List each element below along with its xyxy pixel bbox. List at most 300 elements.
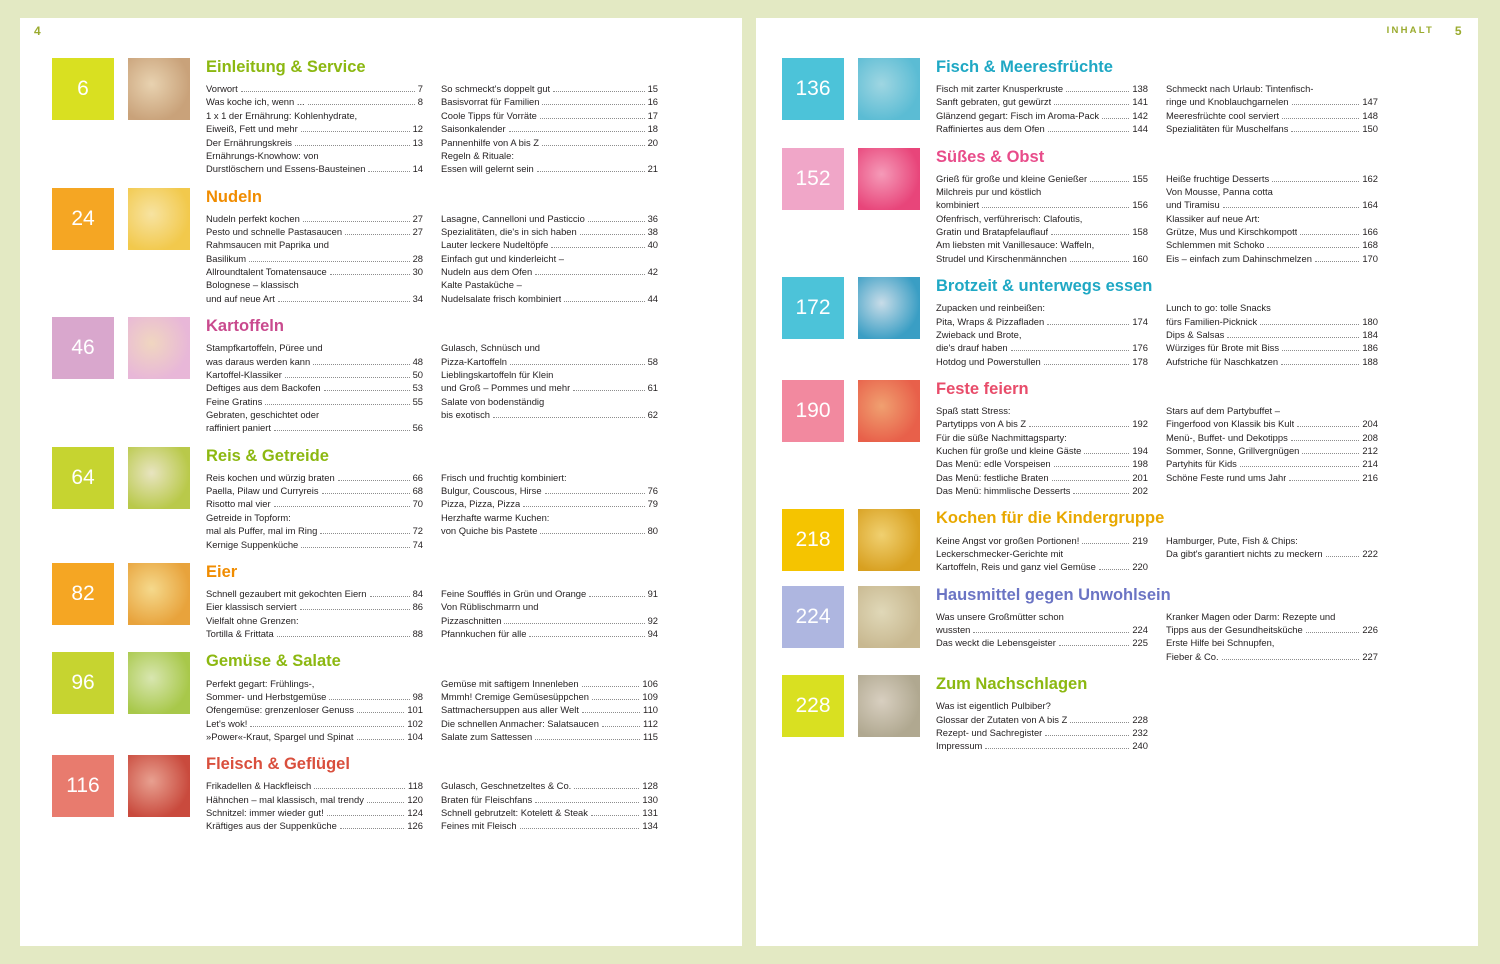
toc-entry-label: Sattmachersuppen aus aller Welt bbox=[441, 704, 579, 716]
toc-entry[interactable] bbox=[206, 717, 423, 730]
toc-entry[interactable] bbox=[206, 421, 423, 434]
toc-entry-page: 120 bbox=[407, 793, 423, 805]
toc-leader-dots bbox=[274, 430, 410, 431]
toc-entry[interactable] bbox=[1166, 404, 1378, 417]
toc-entry[interactable] bbox=[206, 122, 423, 135]
toc-entry[interactable] bbox=[936, 185, 1148, 198]
toc-entry-label: Klassiker auf neue Art: bbox=[1166, 212, 1260, 224]
toc-entry[interactable] bbox=[1166, 109, 1378, 122]
toc-entry-page: 204 bbox=[1362, 418, 1378, 430]
toc-entry-label: Pfannkuchen für alle bbox=[441, 628, 527, 640]
toc-entry[interactable] bbox=[206, 511, 423, 524]
toc-entry[interactable] bbox=[441, 95, 658, 108]
toc-entry[interactable] bbox=[1166, 457, 1378, 470]
toc-entry[interactable] bbox=[206, 136, 423, 149]
toc-entry-page: 62 bbox=[647, 408, 658, 420]
toc-entry[interactable] bbox=[936, 328, 1148, 341]
toc-entry-page: 168 bbox=[1362, 239, 1378, 251]
toc-entry-label: Nudeln perfekt kochen bbox=[206, 212, 300, 224]
toc-entry-label: Saisonkalender bbox=[441, 123, 506, 135]
toc-entry[interactable] bbox=[441, 292, 658, 305]
toc-entry[interactable] bbox=[441, 109, 658, 122]
section-page-number-box[interactable]: 6 bbox=[52, 58, 114, 120]
section-columns bbox=[936, 534, 1450, 574]
toc-entry-page: 208 bbox=[1362, 431, 1378, 443]
toc-entry[interactable] bbox=[936, 534, 1148, 547]
toc-leader-dots bbox=[1051, 234, 1129, 235]
toc-entry[interactable] bbox=[1166, 547, 1378, 560]
toc-entry[interactable] bbox=[441, 524, 658, 537]
section-page-number-box[interactable]: 152 bbox=[782, 148, 844, 210]
toc-entry-label: Vorwort bbox=[206, 83, 238, 95]
toc-entry[interactable] bbox=[1166, 315, 1378, 328]
toc-leader-dots bbox=[985, 748, 1129, 749]
toc-entry[interactable] bbox=[206, 341, 423, 354]
section-title: Nudeln bbox=[206, 187, 262, 206]
toc-entry-label: Vielfalt ohne Grenzen: bbox=[206, 614, 299, 626]
toc-entry[interactable] bbox=[1166, 122, 1378, 135]
toc-entry[interactable] bbox=[936, 417, 1148, 430]
section-title: Süßes & Obst bbox=[936, 147, 1045, 166]
toc-section[interactable] bbox=[782, 148, 1450, 266]
toc-entry[interactable] bbox=[441, 600, 658, 613]
toc-entry-label: Stampfkartoffeln, Püree und bbox=[206, 342, 323, 354]
toc-entry[interactable] bbox=[936, 636, 1148, 649]
toc-column-1 bbox=[206, 341, 423, 434]
toc-entry-label: Gebraten, geschichtet oder bbox=[206, 408, 320, 420]
toc-entry[interactable] bbox=[206, 819, 423, 832]
toc-entry[interactable] bbox=[936, 560, 1148, 573]
toc-entry-label: Fisch mit zarter Knusperkruste bbox=[936, 83, 1064, 95]
section-body bbox=[936, 380, 1450, 498]
section-page-number-box[interactable]: 218 bbox=[782, 509, 844, 571]
toc-leader-dots bbox=[1054, 104, 1129, 105]
toc-entry[interactable] bbox=[936, 699, 1148, 712]
toc-entry[interactable] bbox=[1166, 82, 1378, 95]
section-title: Kartoffeln bbox=[206, 317, 284, 336]
toc-leader-dots bbox=[303, 221, 410, 222]
toc-leader-dots bbox=[509, 131, 645, 132]
toc-entry[interactable] bbox=[936, 109, 1148, 122]
toc-section[interactable] bbox=[52, 563, 720, 641]
section-title: Reis & Getreide bbox=[206, 446, 329, 465]
toc-entry[interactable] bbox=[1166, 198, 1378, 211]
toc-entry[interactable] bbox=[206, 278, 423, 291]
toc-entry[interactable] bbox=[206, 355, 423, 368]
toc-entry[interactable] bbox=[441, 497, 658, 510]
toc-entry[interactable] bbox=[206, 806, 423, 819]
toc-entry-page: 228 bbox=[1132, 713, 1148, 725]
toc-entry[interactable] bbox=[441, 677, 658, 690]
section-page-number-box[interactable]: 116 bbox=[52, 755, 114, 817]
toc-leader-dots bbox=[330, 274, 410, 275]
toc-entry[interactable] bbox=[441, 703, 658, 716]
toc-entry[interactable] bbox=[936, 238, 1148, 251]
toc-entry[interactable] bbox=[1166, 252, 1378, 265]
toc-leader-dots bbox=[580, 234, 645, 235]
toc-section[interactable] bbox=[52, 317, 720, 435]
toc-section[interactable] bbox=[52, 755, 720, 833]
toc-entry-page: 70 bbox=[412, 498, 423, 510]
toc-section[interactable] bbox=[52, 188, 720, 306]
toc-column-2 bbox=[1166, 699, 1378, 752]
toc-entry[interactable] bbox=[936, 341, 1148, 354]
toc-entry[interactable] bbox=[441, 730, 658, 743]
section-page-number-box[interactable]: 172 bbox=[782, 277, 844, 339]
toc-leader-dots bbox=[537, 171, 645, 172]
toc-entry-page: 27 bbox=[412, 212, 423, 224]
toc-entry-page: 74 bbox=[412, 538, 423, 550]
toc-entry-page: 7 bbox=[417, 83, 423, 95]
toc-entry-label: Perfekt gegart: Frühlings-, bbox=[206, 677, 315, 689]
toc-leader-dots bbox=[1300, 234, 1359, 235]
toc-entry[interactable] bbox=[936, 471, 1148, 484]
toc-entry-label: Milchreis pur und köstlich bbox=[936, 186, 1042, 197]
section-body bbox=[206, 652, 720, 743]
toc-entry[interactable] bbox=[936, 252, 1148, 265]
toc-entry[interactable] bbox=[441, 212, 658, 225]
toc-entry[interactable] bbox=[206, 149, 423, 162]
toc-entry[interactable] bbox=[1166, 444, 1378, 457]
toc-entry[interactable] bbox=[206, 779, 423, 792]
toc-entry-page: 28 bbox=[412, 252, 423, 264]
toc-leader-dots bbox=[1297, 426, 1359, 427]
toc-leader-dots bbox=[320, 533, 409, 534]
toc-entry-page: 148 bbox=[1362, 109, 1378, 121]
toc-entry-page: 110 bbox=[643, 704, 658, 716]
toc-entry[interactable] bbox=[441, 690, 658, 703]
toc-entry[interactable] bbox=[441, 122, 658, 135]
toc-entry[interactable] bbox=[206, 600, 423, 613]
section-page-number-box[interactable]: 24 bbox=[52, 188, 114, 250]
section-page-number-box[interactable]: 46 bbox=[52, 317, 114, 379]
toc-entry[interactable] bbox=[206, 677, 423, 690]
toc-entry[interactable] bbox=[206, 614, 423, 627]
toc-entry[interactable] bbox=[206, 368, 423, 381]
toc-column-2 bbox=[1166, 301, 1378, 368]
toc-entry[interactable] bbox=[936, 610, 1148, 623]
toc-entry[interactable] bbox=[441, 819, 658, 832]
toc-entry[interactable] bbox=[936, 122, 1148, 135]
toc-entry[interactable] bbox=[206, 497, 423, 510]
toc-entry[interactable] bbox=[1166, 95, 1378, 108]
toc-leader-dots bbox=[241, 91, 415, 92]
toc-leader-dots bbox=[1281, 364, 1359, 365]
toc-entry[interactable] bbox=[441, 408, 658, 421]
toc-leader-dots bbox=[278, 301, 410, 302]
toc-entry-label: Lauter leckere Nudeltöpfe bbox=[441, 239, 549, 251]
toc-entry[interactable] bbox=[936, 355, 1148, 368]
left-page-number: 4 bbox=[34, 24, 42, 38]
toc-leader-dots bbox=[589, 596, 644, 597]
toc-leader-dots bbox=[368, 171, 409, 172]
toc-entry[interactable] bbox=[206, 162, 423, 175]
toc-entry[interactable] bbox=[936, 484, 1148, 497]
toc-entry[interactable] bbox=[1166, 172, 1378, 185]
toc-entry[interactable] bbox=[441, 484, 658, 497]
section-title: Fisch & Meeresfrüchte bbox=[936, 58, 1113, 76]
toc-entry[interactable] bbox=[206, 690, 423, 703]
toc-entry[interactable] bbox=[206, 538, 423, 551]
toc-leader-dots bbox=[1099, 569, 1130, 570]
toc-entry[interactable] bbox=[441, 395, 658, 408]
toc-leader-dots bbox=[540, 118, 645, 119]
toc-entry[interactable] bbox=[441, 225, 658, 238]
toc-entry-page: 128 bbox=[642, 780, 658, 792]
toc-entry[interactable] bbox=[936, 225, 1148, 238]
toc-entry[interactable] bbox=[206, 793, 423, 806]
toc-entry[interactable] bbox=[441, 136, 658, 149]
toc-column-2 bbox=[441, 587, 658, 640]
toc-entry[interactable] bbox=[441, 149, 658, 162]
toc-entry-page: 38 bbox=[647, 226, 658, 238]
toc-entry[interactable] bbox=[1166, 212, 1378, 225]
toc-entry-label: Feine Soufflés in Grün und Orange bbox=[441, 587, 587, 599]
toc-column-1 bbox=[936, 534, 1148, 574]
toc-entry[interactable] bbox=[206, 95, 423, 108]
toc-entry-label: Risotto mal vier bbox=[206, 498, 271, 510]
toc-entry[interactable] bbox=[1166, 650, 1378, 663]
toc-entry[interactable] bbox=[441, 381, 658, 394]
toc-entry[interactable] bbox=[1166, 328, 1378, 341]
toc-entry-label: Spezialitäten für Muschelfans bbox=[1166, 123, 1289, 135]
toc-entry[interactable] bbox=[936, 315, 1148, 328]
toc-leader-dots bbox=[564, 301, 644, 302]
toc-entry[interactable] bbox=[936, 95, 1148, 108]
toc-entry-label: Basilikum bbox=[206, 252, 247, 264]
toc-entry[interactable] bbox=[1166, 185, 1378, 198]
toc-leader-dots bbox=[535, 739, 640, 740]
toc-leader-dots bbox=[1047, 324, 1129, 325]
toc-entry[interactable] bbox=[206, 82, 423, 95]
toc-entry[interactable] bbox=[206, 703, 423, 716]
toc-leader-dots bbox=[520, 828, 640, 829]
toc-entry[interactable] bbox=[441, 355, 658, 368]
toc-entry[interactable] bbox=[936, 212, 1148, 225]
toc-leader-dots bbox=[540, 533, 644, 534]
section-title: Hausmittel gegen Unwohlsein bbox=[936, 585, 1171, 604]
toc-entry[interactable] bbox=[441, 162, 658, 175]
section-page-number-box[interactable]: 228 bbox=[782, 675, 844, 737]
toc-entry[interactable] bbox=[1166, 355, 1378, 368]
toc-section[interactable] bbox=[52, 58, 720, 176]
toc-leader-dots bbox=[573, 390, 644, 391]
toc-entry[interactable] bbox=[206, 627, 423, 640]
toc-entry-page: 180 bbox=[1362, 315, 1378, 327]
toc-entry[interactable] bbox=[206, 381, 423, 394]
toc-column-2 bbox=[441, 677, 658, 744]
toc-section[interactable] bbox=[782, 380, 1450, 498]
toc-entry[interactable] bbox=[936, 457, 1148, 470]
toc-entry-page: 222 bbox=[1362, 547, 1378, 559]
toc-entry[interactable] bbox=[936, 82, 1148, 95]
toc-entry-label: Nudeln aus dem Ofen bbox=[441, 266, 533, 278]
toc-entry[interactable] bbox=[206, 730, 423, 743]
toc-entry[interactable] bbox=[1166, 471, 1378, 484]
toc-leader-dots bbox=[1302, 453, 1359, 454]
toc-column-1 bbox=[206, 212, 423, 305]
toc-entry-page: 124 bbox=[407, 807, 423, 819]
toc-entry[interactable] bbox=[936, 713, 1148, 726]
section-page-number-box[interactable]: 224 bbox=[782, 586, 844, 648]
toc-entry[interactable] bbox=[441, 278, 658, 291]
section-title: Eier bbox=[206, 562, 238, 581]
toc-entry-label: Der Ernährungskreis bbox=[206, 136, 292, 148]
section-thumbnail-image bbox=[128, 317, 190, 379]
toc-entry-page: 68 bbox=[412, 485, 423, 497]
toc-entry-label: Partytipps von A bis Z bbox=[936, 418, 1027, 430]
toc-entry-label: Feines mit Fleisch bbox=[441, 820, 517, 832]
toc-entry[interactable] bbox=[206, 395, 423, 408]
section-thumbnail-image bbox=[858, 148, 920, 210]
toc-entry[interactable] bbox=[1166, 301, 1378, 314]
toc-entry-label: Schnell gezaubert mit gekochten Eiern bbox=[206, 587, 367, 599]
toc-entry-label: Das Menü: himmlische Desserts bbox=[936, 485, 1071, 497]
toc-entry[interactable] bbox=[441, 793, 658, 806]
toc-entry[interactable] bbox=[206, 238, 423, 251]
toc-entry-label: Frikadellen & Hackfleisch bbox=[206, 780, 312, 792]
toc-entry[interactable] bbox=[1166, 225, 1378, 238]
toc-entry[interactable] bbox=[1166, 341, 1378, 354]
toc-entry[interactable] bbox=[441, 511, 658, 524]
toc-entry[interactable] bbox=[1166, 431, 1378, 444]
toc-leader-dots bbox=[591, 815, 639, 816]
toc-column-2 bbox=[1166, 172, 1378, 265]
toc-section[interactable] bbox=[52, 652, 720, 743]
toc-entry-label: Kernige Suppenküche bbox=[206, 538, 299, 550]
toc-column-1 bbox=[936, 699, 1148, 752]
toc-entry-label: Spaß statt Stress: bbox=[936, 405, 1011, 417]
toc-entry-label: 1 x 1 der Ernährung: Kohlenhydrate, bbox=[206, 109, 358, 121]
toc-entry-label: Kuchen für große und kleine Gäste bbox=[936, 445, 1082, 457]
toc-entry-page: 131 bbox=[642, 807, 658, 819]
toc-entry[interactable] bbox=[1166, 238, 1378, 251]
toc-entry-label: Frisch und fruchtig kombiniert: bbox=[441, 471, 567, 483]
section-columns bbox=[936, 404, 1450, 497]
toc-entry[interactable] bbox=[441, 806, 658, 819]
toc-column-2 bbox=[1166, 404, 1378, 497]
toc-column-1 bbox=[206, 471, 423, 551]
toc-entry[interactable] bbox=[441, 82, 658, 95]
toc-entry[interactable] bbox=[1166, 636, 1378, 649]
toc-entry[interactable] bbox=[206, 471, 423, 484]
toc-entry[interactable] bbox=[206, 252, 423, 265]
toc-entry[interactable] bbox=[206, 524, 423, 537]
toc-entry[interactable] bbox=[936, 198, 1148, 211]
section-page-number-box[interactable]: 64 bbox=[52, 447, 114, 509]
toc-section[interactable] bbox=[782, 586, 1450, 664]
section-page-number-box[interactable]: 82 bbox=[52, 563, 114, 625]
toc-leader-dots bbox=[523, 506, 644, 507]
toc-entry[interactable] bbox=[441, 265, 658, 278]
section-thumbnail-image bbox=[128, 652, 190, 714]
toc-entry[interactable] bbox=[1166, 623, 1378, 636]
toc-entry[interactable] bbox=[936, 739, 1148, 752]
toc-entry-page: 79 bbox=[647, 498, 658, 510]
toc-entry-page: 66 bbox=[412, 471, 423, 483]
toc-entry-label: Stars auf dem Partybuffet – bbox=[1166, 405, 1280, 417]
toc-entry[interactable] bbox=[936, 444, 1148, 457]
toc-entry[interactable] bbox=[936, 172, 1148, 185]
toc-entry-label: Eis – einfach zum Dahinschmelzen bbox=[1166, 252, 1312, 264]
toc-entry-page: 15 bbox=[647, 83, 658, 95]
toc-entry-label: Impressum bbox=[936, 740, 983, 752]
toc-leader-dots bbox=[973, 632, 1129, 633]
section-page-number-box[interactable]: 96 bbox=[52, 652, 114, 714]
toc-entry-label: Kräftiges aus der Suppenküche bbox=[206, 820, 337, 832]
toc-entry[interactable] bbox=[441, 471, 658, 484]
toc-entry[interactable] bbox=[441, 779, 658, 792]
toc-entry[interactable] bbox=[936, 726, 1148, 739]
toc-entry[interactable] bbox=[936, 623, 1148, 636]
toc-entry[interactable] bbox=[1166, 610, 1378, 623]
toc-entry[interactable] bbox=[441, 717, 658, 730]
toc-entry-label: Meeresfrüchte cool serviert bbox=[1166, 109, 1280, 121]
toc-entry[interactable] bbox=[441, 341, 658, 354]
toc-entry-page: 8 bbox=[417, 96, 423, 108]
toc-entry[interactable] bbox=[441, 252, 658, 265]
toc-entry-page: 12 bbox=[412, 123, 423, 135]
toc-entry[interactable] bbox=[206, 292, 423, 305]
toc-entry[interactable] bbox=[936, 431, 1148, 444]
toc-leader-dots bbox=[1291, 440, 1360, 441]
toc-entry[interactable] bbox=[1166, 534, 1378, 547]
toc-entry-label: Aufstriche für Naschkatzen bbox=[1166, 355, 1279, 367]
toc-entry-label: Schnitzel: immer wieder gut! bbox=[206, 807, 324, 819]
toc-entry[interactable] bbox=[441, 587, 658, 600]
section-body bbox=[936, 586, 1450, 664]
toc-section[interactable] bbox=[782, 58, 1450, 136]
section-columns bbox=[206, 677, 720, 744]
toc-entry-label: Schnell gebrutzelt: Kotelett & Steak bbox=[441, 807, 588, 819]
toc-section[interactable] bbox=[782, 277, 1450, 368]
toc-entry-label: So schmeckt's doppelt gut bbox=[441, 83, 551, 95]
toc-entry-page: 86 bbox=[412, 601, 423, 613]
toc-entry-label: Zwieback und Brote, bbox=[936, 328, 1022, 340]
toc-entry[interactable] bbox=[206, 212, 423, 225]
toc-leader-dots bbox=[277, 636, 410, 637]
toc-entry-label: Das Menü: edle Vorspeisen bbox=[936, 458, 1051, 470]
toc-section[interactable] bbox=[782, 509, 1450, 573]
toc-leader-dots bbox=[1044, 364, 1130, 365]
toc-entry[interactable] bbox=[206, 109, 423, 122]
toc-section[interactable] bbox=[782, 675, 1450, 753]
toc-entry[interactable] bbox=[441, 627, 658, 640]
toc-entry-label: Glossar der Zutaten von A bis Z bbox=[936, 713, 1068, 725]
toc-entry[interactable] bbox=[936, 301, 1148, 314]
toc-entry[interactable] bbox=[206, 225, 423, 238]
toc-section[interactable] bbox=[52, 447, 720, 551]
section-page-number-box[interactable]: 136 bbox=[782, 58, 844, 120]
toc-leader-dots bbox=[1292, 104, 1360, 105]
section-page-number-box[interactable]: 190 bbox=[782, 380, 844, 442]
toc-entry-page: 202 bbox=[1132, 485, 1148, 497]
toc-entry[interactable] bbox=[441, 238, 658, 251]
toc-entry[interactable] bbox=[1166, 417, 1378, 430]
toc-leader-dots bbox=[582, 712, 640, 713]
toc-entry[interactable] bbox=[441, 614, 658, 627]
toc-entry[interactable] bbox=[936, 547, 1148, 560]
toc-entry[interactable] bbox=[206, 484, 423, 497]
toc-entry[interactable] bbox=[206, 265, 423, 278]
toc-entry[interactable] bbox=[206, 408, 423, 421]
toc-entry[interactable] bbox=[441, 368, 658, 381]
toc-entry[interactable] bbox=[206, 587, 423, 600]
toc-entry-label: Paella, Pilaw und Curryreis bbox=[206, 485, 319, 497]
toc-entry[interactable] bbox=[936, 404, 1148, 417]
toc-entry-label: Schöne Feste rund ums Jahr bbox=[1166, 471, 1287, 483]
toc-entry-label: Rahmsaucen mit Paprika und bbox=[206, 239, 329, 251]
